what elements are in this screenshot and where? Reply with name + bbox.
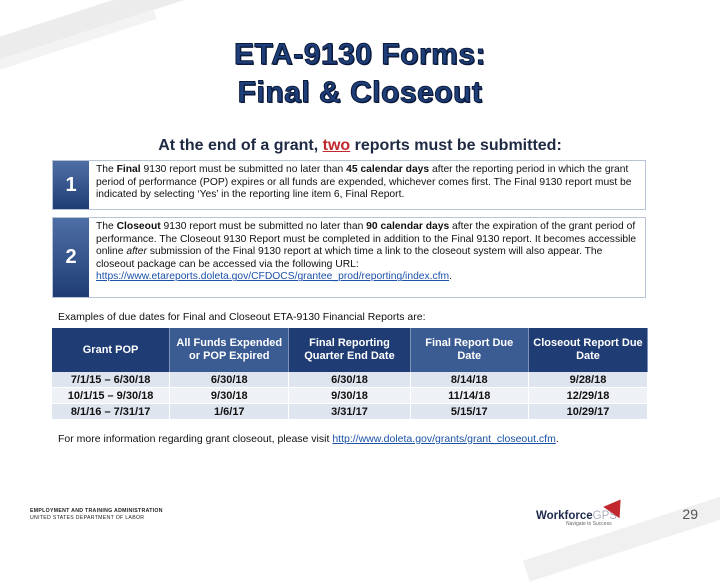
final-report-block: [52, 160, 646, 210]
subtitle-after: reports must be submitted:: [350, 137, 562, 154]
text-run: The: [96, 164, 117, 175]
table-cell: 5/15/17: [410, 404, 528, 420]
table-cell: 10/29/17: [528, 404, 647, 420]
step-number-badge: 2: [53, 218, 89, 297]
table-cell: 11/14/18: [410, 388, 528, 404]
examples-label: Examples of due dates for Final and Closeout ETA-9130 Financial Reports are:: [58, 311, 426, 323]
table-cell: 9/30/18: [289, 388, 410, 404]
table-cell: 3/31/17: [289, 404, 410, 420]
table-header-row: [52, 328, 648, 372]
step-number-badge: 1: [53, 161, 89, 209]
header-final-quarter-end: Final Reporting Quarter End Date: [289, 328, 410, 372]
subtitle-emphasis: two: [322, 137, 351, 154]
page-number: 29: [682, 506, 698, 522]
table-row: [52, 404, 648, 420]
table-cell: 6/30/18: [170, 372, 289, 388]
page-title-line-2: Final & Closeout: [237, 76, 483, 109]
eta-logo: [30, 508, 163, 522]
closeout-url-link[interactable]: https://www.etareports.doleta.gov/CFDOCS/grantee_prod/reporting/index.cfm: [96, 271, 450, 283]
decorative-stripe: [523, 480, 720, 581]
text-run: submission of the Final 9130 report at which time a link to the closeout system will also appear. The closeout package can be accessed via the following URL:: [96, 246, 603, 270]
bold-run: Final: [116, 164, 141, 175]
subtitle-before: At the end of a grant,: [158, 137, 323, 154]
eta-logo-line-1: EMPLOYMENT AND TRAINING ADMINISTRATION: [30, 508, 163, 514]
subtitle: [0, 137, 720, 155]
text-run: .: [449, 271, 453, 283]
table-cell: 7/1/15 – 6/30/18: [52, 372, 170, 388]
table-cell: 8/14/18: [410, 372, 528, 388]
text-run: after the reporting period in which the grant period of performance (POP) expires or all funds are expended, whichever comes first. The Final 9130 report must be indicated by selecting ‘Yes’ in the reporting line item 6, Final Report.: [96, 164, 632, 201]
bold-run: 45 calendar days: [346, 164, 430, 175]
table-cell: 12/29/18: [528, 388, 647, 404]
text-run: after the expiration of the grant period of performance. The Closeout 9130 Report must be completed in addition to the Final 9130 report. It becomes accessible online: [96, 221, 637, 258]
header-final-due: Final Report Due Date: [410, 328, 528, 372]
wordmark-main: Workforce: [536, 510, 593, 522]
header-closeout-due: Closeout Report Due Date: [528, 328, 647, 372]
more-info-end: .: [555, 433, 559, 445]
workforce-gps-tagline: Navigate to Success: [566, 521, 612, 527]
bold-run: 90 calendar days: [366, 221, 450, 232]
table-cell: 9/28/18: [528, 372, 647, 388]
closeout-report-block: [52, 217, 646, 298]
italic-run: after: [126, 246, 147, 258]
header-funds-expended: All Funds Expended or POP Expired: [170, 328, 289, 372]
table-cell: 8/1/16 – 7/31/17: [52, 404, 170, 420]
more-info: [58, 433, 559, 445]
grant-closeout-link[interactable]: http://www.doleta.gov/grants/grant_closeout.cfm: [332, 433, 556, 445]
eta-logo-line-2: UNITED STATES DEPARTMENT OF LABOR: [30, 515, 145, 521]
workforce-gps-logo: [536, 506, 617, 527]
text-run: 9130 report must be submitted no later than: [140, 164, 347, 175]
wordmark-gps: GPS: [592, 510, 617, 522]
table-row: [52, 372, 648, 388]
table-cell: 9/30/18: [170, 388, 289, 404]
bold-run: Closeout: [116, 221, 161, 232]
closeout-report-text: [96, 221, 641, 284]
header-grant-pop: Grant POP: [52, 328, 170, 372]
due-dates-table: [52, 328, 648, 420]
table-cell: 10/1/15 – 9/30/18: [52, 388, 170, 404]
table-cell: 6/30/18: [289, 372, 410, 388]
table-row: [52, 388, 648, 404]
more-info-text: For more information regarding grant closeout, please visit: [58, 433, 333, 445]
text-run: The: [96, 221, 117, 232]
page-title-line-1: ETA-9130 Forms:: [233, 38, 486, 71]
final-report-text: [96, 164, 641, 202]
table-cell: 1/6/17: [170, 404, 289, 420]
text-run: 9130 report must be submitted no later than: [160, 221, 367, 232]
